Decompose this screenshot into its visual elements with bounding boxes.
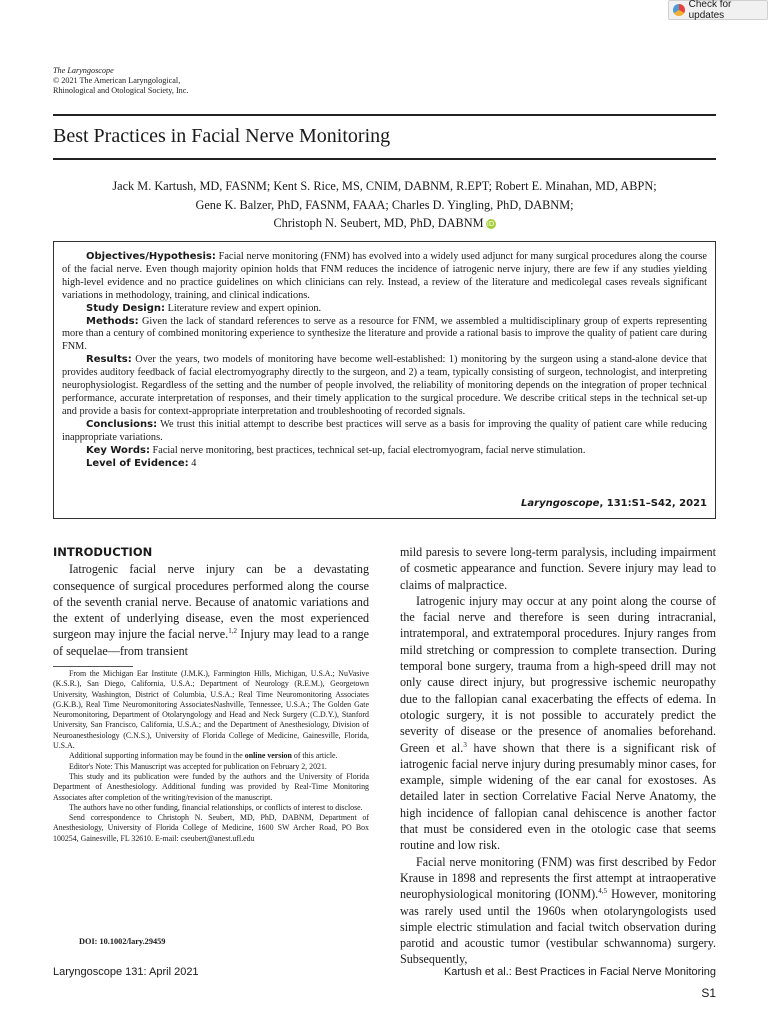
footnote-conflicts: The authors have no other funding, financial relationships, or conflicts of interest to disclose. bbox=[69, 802, 363, 812]
left-column bbox=[53, 544, 369, 659]
footer-running-title: Kartush et al.: Best Practices in Facial Nerve Monitoring bbox=[443, 966, 716, 978]
authors-line-1: Jack M. Kartush, MD, FASNM; Kent S. Rice, MS, CNIM, DABNM, R.EPT; Robert E. Minahan, MD, ABPN; bbox=[112, 179, 657, 193]
title-top-rule bbox=[53, 114, 716, 116]
journal-copyright: © 2021 The American Laryngological, bbox=[53, 76, 181, 85]
abstract-design: Study Design: Literature review and expert opinion. bbox=[86, 302, 322, 314]
journal-info bbox=[53, 66, 188, 96]
abstract-citation: Laryngoscope, 131:S1–S42, 2021 bbox=[521, 498, 707, 510]
abstract-objectives: Objectives/Hypothesis: Facial nerve monitoring (FNM) has evolved into a widely used adjunct for many surgical procedures along the course of the facial nerve. Even though majority opinion holds that FNM reduces the incidence of iatrogenic nerve injury, there are few if any studies yielding high-level evidence and no practice guidelines on which clinicians can rely. Instead, a review of the literature and medicolegal cases reveals significant variations in methodology, training, and clinical indications. bbox=[62, 251, 708, 301]
abstract-results: Results: Over the years, two models of monitoring have become well-established: 1) monitoring by the surgeon using a stand-alone device that provides auditory feedback of facial electromyography directly to the surgeon, and 2) a team, typically consisting of surgeon, technologist, and interpreting neurophysiologist. Regardless of the setting and the number of people involved, the reliability of monitoring depends on the integration of proper technical performance, accurate interpretation of responses, and their timely application to the surgical procedure. We describe critical steps in the technical set-up and provide a basis for context-appropriate interpretation and troubleshooting of recorded signals. bbox=[62, 354, 707, 417]
check-for-updates-label: Check for updates bbox=[688, 0, 732, 21]
abstract-level: Level of Evidence: 4 bbox=[86, 457, 197, 469]
section-heading-introduction: INTRODUCTION bbox=[53, 545, 153, 559]
footnote-supporting: Additional supporting information may be found in the online version of this article. bbox=[69, 751, 338, 761]
footnote-funding: This study and its publication were funded by the authors and the University of Florida Department of Anesthesiology. Additional funding was provided by Real-Time Monitoring Associates after completion of the writing/revision of the manuscript. bbox=[53, 771, 369, 802]
abstract-box bbox=[53, 241, 716, 519]
footnote-rule bbox=[53, 666, 133, 667]
authors-line-3: Christoph N. Seubert, MD, PhD, DABNM bbox=[273, 216, 484, 230]
article-title: Best Practices in Facial Nerve Monitoring bbox=[53, 125, 391, 147]
abstract-methods: Methods: Given the lack of standard references to serve as a resource for FNM, we assembled a multidisciplinary group of experts representing more than a century of combined monitoring experience to synthesize the literature and provide a rational basis to improve the quality of patient care during FNM. bbox=[62, 315, 707, 353]
authors bbox=[53, 177, 716, 233]
footnote-editor: Editor's Note: This Manuscript was accepted for publication on February 2, 2021. bbox=[69, 761, 327, 771]
footer-journal: Laryngoscope 131: April 2021 bbox=[53, 966, 199, 978]
intro-paragraph-1: Iatrogenic facial nerve injury can be a devastating consequence of surgical procedures performed along the course of the seventh cranial nerve. Because of anatomic variations and the extent of underlying disease, even the most experienced surgeon may injure the facial nerve.$^{1,2}$ Injury may lead to a range of sequelae—from transient bbox=[53, 562, 369, 658]
journal-society: Rhinological and Otological Society, Inc. bbox=[53, 86, 189, 95]
intro-paragraph-3: Facial nerve monitoring (FNM) was first described by Fedor Krause in 1898 and represents the first attempt at intraoperative neurophysiological monitoring (IONM).$^{4,5}$ However, monitoring was rarely used until the 1960s when otolaryngologists used simple electric stimulation and facial twitch observation during parotid and acoustic tumor (vestibular schwannoma) surgery. Subsequently, bbox=[400, 854, 716, 967]
intro-paragraph-2: Iatrogenic injury may occur at any point along the course of the facial nerve and therefore is seen during intracranial, intratemporal, and extratemporal procedures. Injury ranges from mild stretching or compression to complete transection. During temporal bone surgery, trauma from a high-speed drill may not only cause direct injury, but progressive ischemic neuropathy due to the fallopian canal exacerbating the effects of edema. In otologic surgery, it is not possible to accurately predict the severity of disease or the presence of anomalies beforehand. Green et al.$^3$ have shown that there is a significant risk of iatrogenic facial nerve injury during presumably minor cases, for example, simple widening of the ear canal for exostoses. As detailed later in section Correlative Facial Nerve Anatomy, the high incidence of fallopian canal dehiscence is another factor that must be considered even in the otologic case that seems routine and low risk. bbox=[400, 593, 716, 853]
authors-line-2: Gene K. Balzer, PhD, FASNM, FAAA; Charles D. Yingling, PhD, DABNM; bbox=[195, 197, 574, 212]
journal-name: The Laryngoscope bbox=[53, 66, 114, 75]
orcid-icon[interactable]: iD bbox=[486, 220, 495, 228]
check-for-updates-button[interactable] bbox=[668, 0, 768, 20]
abstract-conclusions: Conclusions: We trust this initial attempt to describe best practices will serve as a basis for improving the quality of patient care while reducing inappropriate variations. bbox=[62, 418, 707, 443]
intro-paragraph-1-cont: mild paresis to severe long-term paralysis, including impairment of cosmetic appearance and function. Severe injury may lead to claims of malpractice. bbox=[400, 545, 716, 592]
footnote-correspondence: Send correspondence to Christoph N. Seubert, MD, PhD, DABNM, Department of Anesthesiology, University of Florida College of Medicine, 1600 SW Archer Road, PO Box 100254, Gainesville, FL 32610. E-mail: cseubert@anest.ufl.edu bbox=[53, 813, 369, 843]
crossmark-icon bbox=[673, 4, 685, 16]
page-number: S1 bbox=[701, 986, 716, 1000]
footnotes bbox=[53, 669, 369, 844]
footnote-affiliations: From the Michigan Ear Institute (J.M.K.), Farmington Hills, Michigan, U.S.A.; NuVasive (K.S.R.), San Diego, California, U.S.A.; Department of Neurology (R.E.M.), Georgetown University, Washington, District of Columbia, U.S.A.; Real Time Neuromonitoring Associates (G.K.B.), Real Time Neuromonitoring AssociatesNashville, Tennessee, U.S.A.; The Golden Gate Neuromonitoring, Department of Otolaryngology and Head and Neck Surgery (C.D.Y.), Stanford University, San Francisco, California, U.S.A.; and the Department of Anesthesiology, Division of Neuroanesthesiology (C.N.S.), University of Florida College of Medicine, Gainesville, Florida, U.S.A. bbox=[53, 669, 369, 751]
title-bottom-rule bbox=[53, 158, 716, 160]
right-column bbox=[400, 544, 716, 968]
abstract-keywords: Key Words: Facial nerve monitoring, best practices, technical set-up, facial electromyogram, facial nerve stimulation. bbox=[86, 444, 586, 456]
doi[interactable]: DOI: 10.1002/lary.29459 bbox=[79, 937, 166, 946]
